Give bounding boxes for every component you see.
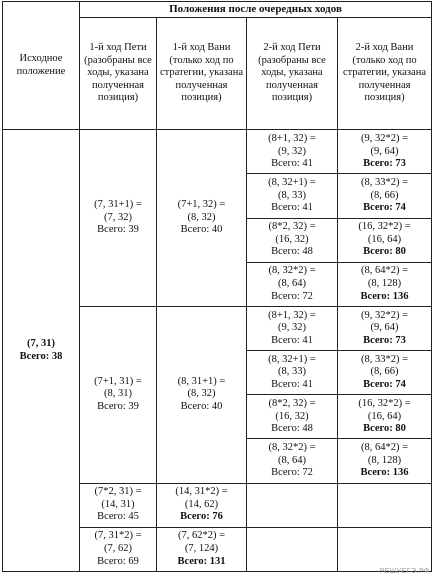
move-position: (16, 32)	[275, 410, 309, 422]
move-expression: (8, 32+1) =	[268, 177, 316, 189]
move-expression: (7*2, 31) =	[94, 486, 142, 498]
move-total: Всего: 41	[271, 378, 313, 390]
header-vanya-move-1: 1-й ход Вани (только ход по стратегии, указана полученная позиция)	[157, 17, 247, 130]
move-total: Всего: 136	[360, 290, 409, 302]
move-total: Всего: 74	[363, 202, 406, 214]
move-expression: (8*2, 32) =	[268, 221, 316, 233]
vanya-move-1-cell	[157, 483, 247, 527]
move-position: (8, 31)	[104, 388, 132, 400]
move-position: (8, 32)	[187, 211, 216, 223]
petya-move-2-cell	[247, 439, 338, 483]
move-total: Всего: 48	[271, 423, 313, 435]
petya-move-2-cell	[247, 351, 338, 395]
move-expression: (7+1, 31) =	[94, 375, 142, 387]
empty-cell	[247, 527, 338, 571]
move-total: Всего: 80	[363, 423, 406, 435]
move-expression: (8+1, 32) =	[268, 309, 316, 321]
vanya-move-1-cell	[157, 306, 247, 483]
game-strategy-table	[2, 1, 432, 572]
move-total: Всего: 76	[180, 511, 223, 523]
empty-cell	[338, 483, 432, 527]
move-total: Всего: 40	[180, 224, 223, 236]
move-position: (8, 33)	[278, 189, 306, 201]
header-vanya-move-2: 2-й ход Вани (только ход по стратегии, указана полученная позиция)	[338, 17, 432, 130]
vanya-move-2-cell	[338, 130, 432, 174]
move-expression: (8*2, 32) =	[268, 397, 316, 409]
petya-move-2-cell	[247, 174, 338, 218]
move-expression: (8, 33*2) =	[360, 353, 409, 365]
empty-cell	[247, 483, 338, 527]
move-position: (8, 66)	[370, 189, 399, 201]
game-strategy-table-container	[2, 1, 431, 572]
move-position: (8, 33)	[278, 366, 306, 378]
move-position: (16, 32)	[275, 233, 309, 245]
move-position: (7, 32)	[104, 211, 132, 223]
move-expression: (7+1, 32) =	[177, 199, 226, 211]
move-total: Всего: 136	[360, 467, 409, 479]
move-total: Всего: 39	[97, 224, 139, 236]
move-total: Всего: 48	[271, 246, 313, 258]
petya-move-2-cell	[247, 262, 338, 306]
move-expression: (8, 31+1) =	[177, 375, 226, 387]
petya-move-2-cell	[247, 395, 338, 439]
move-expression: (9, 32*2) =	[360, 309, 409, 321]
empty-cell	[338, 527, 432, 571]
move-expression: (7, 31*2) =	[94, 530, 142, 542]
header-petya-move-2: 2-й ход Пети (разобраны все ходы, указана полученная позиция)	[247, 17, 338, 130]
move-total: Всего: 69	[97, 555, 139, 567]
move-expression: (16, 32*2) =	[358, 221, 411, 233]
move-position: (8, 64)	[278, 454, 306, 466]
petya-move-2-cell	[247, 130, 338, 174]
move-total: Всего: 72	[271, 467, 313, 479]
move-total: Всего: 39	[97, 401, 139, 413]
initial-position: (7, 31)	[27, 338, 55, 350]
move-position: (16, 64)	[367, 233, 402, 245]
move-total: Всего: 41	[271, 334, 313, 346]
move-position: (9, 64)	[370, 145, 399, 157]
move-total: Всего: 131	[177, 555, 226, 567]
initial-total: Всего: 38	[19, 350, 63, 362]
move-total: Всего: 80	[363, 246, 406, 258]
vanya-move-1-cell	[157, 527, 247, 571]
move-expression: (16, 32*2) =	[358, 397, 411, 409]
move-position: (9, 32)	[278, 322, 306, 334]
move-position: (14, 62)	[184, 498, 219, 510]
vanya-move-2-cell	[338, 174, 432, 218]
move-expression: (9, 32*2) =	[360, 132, 409, 144]
move-total: Всего: 41	[271, 158, 313, 170]
move-total: Всего: 72	[271, 290, 313, 302]
move-position: (7, 124)	[184, 543, 219, 555]
header-petya-move-1: 1-й ход Пети (разобраны все ходы, указана полученная позиция)	[80, 17, 157, 130]
move-position: (8, 128)	[367, 278, 402, 290]
header-row-group	[3, 2, 432, 18]
vanya-move-1-cell	[157, 130, 247, 307]
move-expression: (8, 64*2) =	[360, 442, 409, 454]
petya-move-2-cell	[247, 218, 338, 262]
vanya-move-2-cell	[338, 439, 432, 483]
move-position: (9, 64)	[370, 322, 399, 334]
watermark: РЕШУЕГЭ.РФ	[379, 568, 430, 575]
move-expression: (7, 31+1) =	[94, 199, 142, 211]
vanya-move-2-cell	[338, 306, 432, 350]
move-expression: (8, 64*2) =	[360, 265, 409, 277]
move-position: (8, 64)	[278, 278, 306, 290]
vanya-move-2-cell	[338, 395, 432, 439]
move-expression: (8, 32*2) =	[268, 442, 316, 454]
vanya-move-2-cell	[338, 218, 432, 262]
move-position: (16, 64)	[367, 410, 402, 422]
petya-move-1-cell	[80, 306, 157, 483]
petya-move-1-cell	[80, 130, 157, 307]
move-total: Всего: 73	[363, 158, 406, 170]
move-position: (9, 32)	[278, 145, 306, 157]
move-expression: (8+1, 32) =	[268, 132, 316, 144]
move-position: (8, 66)	[370, 366, 399, 378]
move-position: (8, 32)	[187, 388, 216, 400]
move-total: Всего: 45	[97, 511, 139, 523]
move-expression: (8, 32+1) =	[268, 353, 316, 365]
move-total: Всего: 74	[363, 378, 406, 390]
initial-position-cell	[3, 130, 80, 572]
move-position: (14, 31)	[101, 498, 135, 510]
petya-move-1-cell	[80, 527, 157, 571]
move-expression: (8, 33*2) =	[360, 177, 409, 189]
move-total: Всего: 40	[180, 401, 223, 413]
petya-move-1-cell	[80, 483, 157, 527]
move-position: (7, 62)	[104, 543, 132, 555]
move-position: (8, 128)	[367, 454, 402, 466]
move-expression: (14, 31*2) =	[175, 486, 228, 498]
move-total: Всего: 41	[271, 202, 313, 214]
table-row	[3, 130, 432, 174]
vanya-move-2-cell	[338, 351, 432, 395]
move-expression: (8, 32*2) =	[268, 265, 316, 277]
header-initial: Исходное положение	[3, 2, 80, 130]
vanya-move-2-cell	[338, 262, 432, 306]
petya-move-2-cell	[247, 306, 338, 350]
move-total: Всего: 73	[363, 334, 406, 346]
move-expression: (7, 62*2) =	[177, 530, 226, 542]
header-group-title: Положения после очередных ходов	[80, 2, 432, 18]
